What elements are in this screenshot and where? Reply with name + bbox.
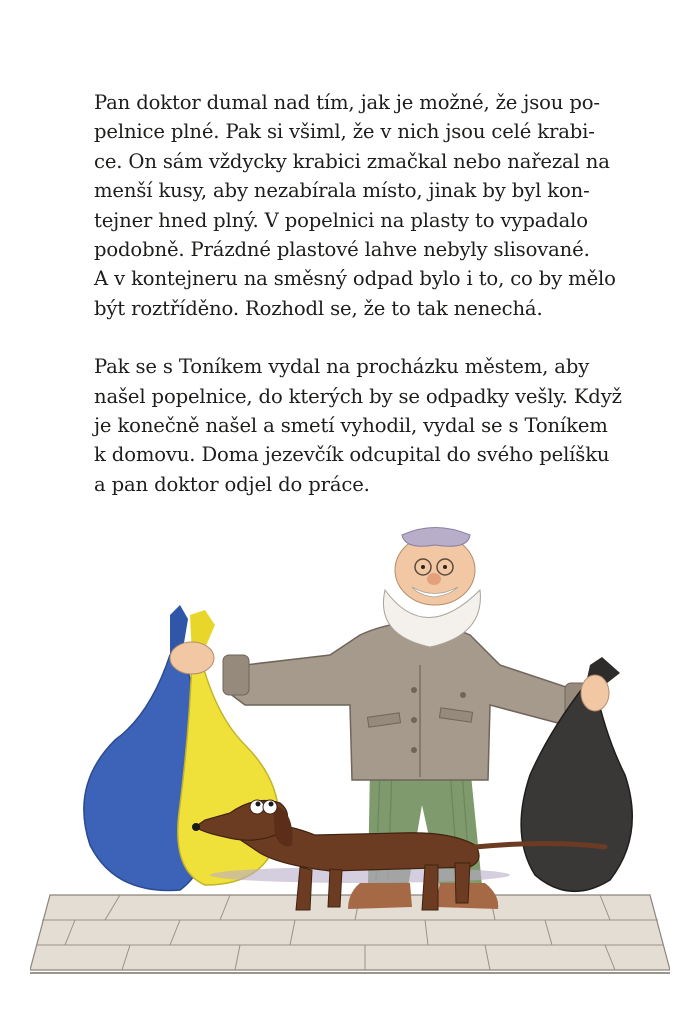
- text-line: je konečně našel a smetí vyhodil, vydal se s Toníkem: [94, 414, 608, 438]
- doctor-coat: [223, 623, 590, 781]
- text-line: menší kusy, aby nezabírala místo, jinak by byl kon-: [94, 179, 590, 203]
- illustration: [30, 515, 670, 995]
- text-line: Pan doktor dumal nad tím, jak je možné, že jsou po-: [94, 91, 600, 114]
- text-line: pelnice plné. Pak si všiml, že v nich jsou celé krabi-: [94, 120, 595, 144]
- text-line: Pak se s Toníkem vydal na procházku městem, aby: [94, 355, 590, 379]
- story-text: [94, 88, 622, 499]
- doctor-head: [383, 528, 480, 648]
- text-line: k domovu. Doma jezevčík odcupital do svého pelíšku: [94, 443, 610, 467]
- text-line: podobně. Prázdné plastové lahve nebyly slisované.: [94, 238, 590, 262]
- doctor-left-hand: [170, 642, 214, 674]
- paragraph-1: [94, 88, 614, 323]
- text-line: našel popelnice, do kterých by se odpadky vešly. Když: [94, 384, 622, 408]
- text-line: A v kontejneru na směsný odpad bylo i to, co by mělo: [94, 267, 616, 291]
- doctor-right-hand: [581, 675, 609, 711]
- text-line: a pan doktor odjel do práce.: [94, 472, 370, 496]
- text-line: být roztříděno. Rozhodl se, že to tak nenechá.: [94, 296, 543, 320]
- text-line: ce. On sám vždycky krabici zmačkal nebo nařezal na: [94, 149, 610, 173]
- text-line: tejner hned plný. V popelnici na plasty to vypadalo: [94, 208, 588, 232]
- paragraph-2: [94, 352, 622, 499]
